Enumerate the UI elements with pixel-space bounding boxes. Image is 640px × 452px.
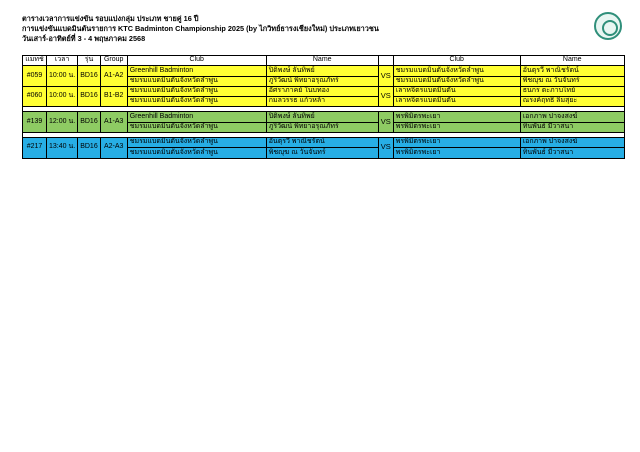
col-header-name-right: Name xyxy=(520,56,624,66)
header-title: ตารางเวลาการแข่งขัน รอบแบ่งกลุ่ม ประเภท ชายคู่ 16 ปี xyxy=(22,14,199,23)
right-player-name: อันตุรวี พาณิชรัตน์ xyxy=(520,66,624,76)
right-player-name: ณรงค์ฤทธิ์ ลิ้มสุยะ xyxy=(520,97,624,107)
header-subtitle: การแข่งขันแบดมินตันรายการ KTC Badminton Championship 2025 (by ไกวิทย์ธารงเชียงใหม่) ประเภทเยาวชน xyxy=(22,24,379,34)
left-club: ชมรมแบดมินตันจังหวัดลำพูน xyxy=(127,138,266,148)
table-row xyxy=(23,66,625,76)
match-class: BD16 xyxy=(78,138,101,159)
vs-label: VS xyxy=(378,66,393,87)
col-header-class: รุ่น xyxy=(78,56,101,66)
vs-label: VS xyxy=(378,138,393,159)
left-player-name: อัศราภาคย์ ในบทอง xyxy=(266,86,378,96)
left-player-name: พิชญุฆ ณ วันจันทร์ xyxy=(266,148,378,158)
vs-label: VS xyxy=(378,112,393,133)
right-player-name: เอกภาพ ปาจงสงฆ์ xyxy=(520,112,624,122)
match-time: 10:00 น. xyxy=(47,66,78,87)
table-row xyxy=(23,112,625,122)
right-player-name: ธนกร ตะภาบไทย์ xyxy=(520,86,624,96)
left-player-name: กมลวรรธ แก้วหล้า xyxy=(266,97,378,107)
right-player-name: พิชญุฆ ณ วันจันทร์ xyxy=(520,76,624,86)
left-player-name: ภูริวัฒน์ พิทยาอรุณภัทร์ xyxy=(266,122,378,132)
left-club: ชมรมแบดมินตันจังหวัดลำพูน xyxy=(127,148,266,158)
match-time: 10:00 น. xyxy=(47,86,78,107)
match-schedule-table xyxy=(22,55,625,159)
right-club: เลาหจิตรแบดมินตัน xyxy=(393,86,520,96)
col-header-club-right: Club xyxy=(393,56,520,66)
right-club: พรพิมิตรพะเยา xyxy=(393,112,520,122)
match-number: #059 xyxy=(23,66,47,87)
vs-label: VS xyxy=(378,86,393,107)
right-club: ชมรมแบดมินตันจังหวัดลำพูน xyxy=(393,66,520,76)
col-header-match: แมทช์ xyxy=(23,56,47,66)
left-club: ชมรมแบดมินตันจังหวัดลำพูน xyxy=(127,97,266,107)
match-class: BD16 xyxy=(78,66,101,87)
right-club: พรพิมิตรพะเยา xyxy=(393,148,520,158)
left-club: Greenhill Badminton xyxy=(127,112,266,122)
badminton-association-logo-icon xyxy=(594,12,622,40)
document-header xyxy=(22,14,379,45)
left-club: Greenhill Badminton xyxy=(127,66,266,76)
left-player-name: ปิติพงษ์ ลันทิพย์ xyxy=(266,112,378,122)
match-class: BD16 xyxy=(78,86,101,107)
right-club: พรพิมิตรพะเยา xyxy=(393,122,520,132)
left-club: ชมรมแบดมินตันจังหวัดลำพูน xyxy=(127,122,266,132)
right-club: เลาหจิตรแบดมินตัน xyxy=(393,97,520,107)
col-header-club-left: Club xyxy=(127,56,266,66)
left-club: ชมรมแบดมินตันจังหวัดลำพูน xyxy=(127,76,266,86)
match-time: 13:40 น. xyxy=(47,138,78,159)
left-player-name: ภูริวัฒน์ พิทยาอรุณภัทร์ xyxy=(266,76,378,86)
right-club: พรพิมิตรพะเยา xyxy=(393,138,520,148)
match-group: B1-B2 xyxy=(100,86,127,107)
right-club: ชมรมแบดมินตันจังหวัดลำพูน xyxy=(393,76,520,86)
match-number: #217 xyxy=(23,138,47,159)
header-date: วันเสาร์-อาทิตย์ที่ 3 - 4 พฤษภาคม 2568 xyxy=(22,34,146,44)
match-number: #060 xyxy=(23,86,47,107)
right-player-name: เอกภาพ ปาจงสงฆ์ xyxy=(520,138,624,148)
col-header-vs xyxy=(378,56,393,66)
match-group: A2-A3 xyxy=(100,138,127,159)
table-row xyxy=(23,86,625,96)
col-header-time: เวลา xyxy=(47,56,78,66)
table-header-row xyxy=(23,56,625,66)
left-club: ชมรมแบดมินตันจังหวัดลำพูน xyxy=(127,86,266,96)
right-player-name: ทินพันธ์ มีวาสนา xyxy=(520,148,624,158)
match-number: #139 xyxy=(23,112,47,133)
col-header-name-left: Name xyxy=(266,56,378,66)
match-time: 12:00 น. xyxy=(47,112,78,133)
table-row xyxy=(23,138,625,148)
right-player-name: ทินพันธ์ มีวาสนา xyxy=(520,122,624,132)
left-player-name: อันตุรวี พาณิชรัตน์ xyxy=(266,138,378,148)
left-player-name: ปิติพงษ์ ลันทิพย์ xyxy=(266,66,378,76)
match-group: A1-A3 xyxy=(100,112,127,133)
match-group: A1-A2 xyxy=(100,66,127,87)
col-header-group: Group xyxy=(100,56,127,66)
match-class: BD16 xyxy=(78,112,101,133)
